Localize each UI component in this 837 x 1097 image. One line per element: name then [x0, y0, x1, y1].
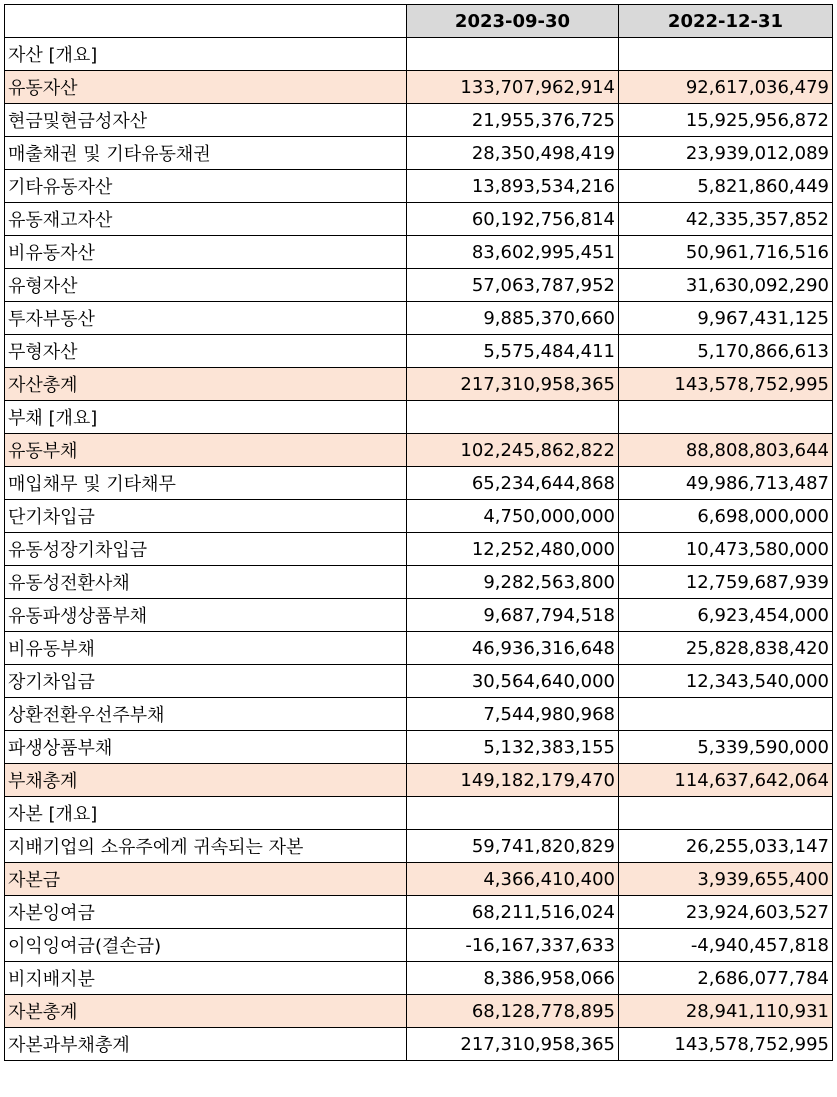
table-row	[5, 236, 833, 269]
table-row	[5, 830, 833, 863]
value-2022-12-31: 5,339,590,000	[619, 731, 833, 764]
value-2023-09-30: 30,564,640,000	[407, 665, 619, 698]
value-2023-09-30: 217,310,958,365	[407, 1028, 619, 1061]
row-label: 유동파생상품부채	[5, 599, 407, 632]
value-2023-09-30: 57,063,787,952	[407, 269, 619, 302]
value-2023-09-30: 5,132,383,155	[407, 731, 619, 764]
value-2023-09-30: 217,310,958,365	[407, 368, 619, 401]
row-label: 유동부채	[5, 434, 407, 467]
table-row	[5, 71, 833, 104]
table-row	[5, 335, 833, 368]
row-label: 자본과부채총계	[5, 1028, 407, 1061]
value-2022-12-31: 12,759,687,939	[619, 566, 833, 599]
header-row	[5, 5, 833, 38]
column-header-period-2: 2022-12-31	[619, 5, 833, 38]
row-label: 단기차입금	[5, 500, 407, 533]
value-2023-09-30: 4,366,410,400	[407, 863, 619, 896]
table-row	[5, 1028, 833, 1061]
row-label: 유동성전환사채	[5, 566, 407, 599]
row-label: 자본 [개요]	[5, 797, 407, 830]
row-label: 자본금	[5, 863, 407, 896]
value-2023-09-30	[407, 38, 619, 71]
table-row	[5, 434, 833, 467]
row-label: 부채 [개요]	[5, 401, 407, 434]
table-row	[5, 104, 833, 137]
table-row	[5, 533, 833, 566]
value-2022-12-31: 92,617,036,479	[619, 71, 833, 104]
row-label: 자산총계	[5, 368, 407, 401]
table-row	[5, 467, 833, 500]
table-row	[5, 302, 833, 335]
row-label: 지배기업의 소유주에게 귀속되는 자본	[5, 830, 407, 863]
row-label: 부채총계	[5, 764, 407, 797]
row-label: 자본잉여금	[5, 896, 407, 929]
value-2023-09-30: 21,955,376,725	[407, 104, 619, 137]
value-2022-12-31: 6,698,000,000	[619, 500, 833, 533]
table-row	[5, 203, 833, 236]
table-row	[5, 500, 833, 533]
value-2023-09-30	[407, 797, 619, 830]
table-row	[5, 995, 833, 1028]
row-label: 자본총계	[5, 995, 407, 1028]
value-2022-12-31: 6,923,454,000	[619, 599, 833, 632]
value-2023-09-30: 68,211,516,024	[407, 896, 619, 929]
value-2023-09-30: 83,602,995,451	[407, 236, 619, 269]
value-2022-12-31	[619, 797, 833, 830]
value-2022-12-31: 28,941,110,931	[619, 995, 833, 1028]
row-label: 현금및현금성자산	[5, 104, 407, 137]
value-2023-09-30: 68,128,778,895	[407, 995, 619, 1028]
value-2022-12-31: 49,986,713,487	[619, 467, 833, 500]
value-2022-12-31	[619, 401, 833, 434]
row-label: 유동자산	[5, 71, 407, 104]
value-2023-09-30: 5,575,484,411	[407, 335, 619, 368]
table-row	[5, 698, 833, 731]
value-2023-09-30: 102,245,862,822	[407, 434, 619, 467]
table-row	[5, 731, 833, 764]
value-2022-12-31: 3,939,655,400	[619, 863, 833, 896]
row-label: 장기차입금	[5, 665, 407, 698]
value-2023-09-30: 13,893,534,216	[407, 170, 619, 203]
header-blank-cell	[5, 5, 407, 38]
value-2022-12-31: 2,686,077,784	[619, 962, 833, 995]
value-2022-12-31: 114,637,642,064	[619, 764, 833, 797]
row-label: 매입채무 및 기타채무	[5, 467, 407, 500]
table-row	[5, 566, 833, 599]
table-row	[5, 269, 833, 302]
value-2022-12-31: 88,808,803,644	[619, 434, 833, 467]
table-row	[5, 896, 833, 929]
value-2023-09-30: 133,707,962,914	[407, 71, 619, 104]
value-2022-12-31: 26,255,033,147	[619, 830, 833, 863]
value-2023-09-30: 7,544,980,968	[407, 698, 619, 731]
table-row	[5, 599, 833, 632]
value-2022-12-31: 50,961,716,516	[619, 236, 833, 269]
value-2023-09-30: 60,192,756,814	[407, 203, 619, 236]
value-2022-12-31: 10,473,580,000	[619, 533, 833, 566]
value-2022-12-31: 5,170,866,613	[619, 335, 833, 368]
table-row	[5, 665, 833, 698]
table-row	[5, 764, 833, 797]
value-2022-12-31: 5,821,860,449	[619, 170, 833, 203]
table-row	[5, 632, 833, 665]
row-label: 상환전환우선주부채	[5, 698, 407, 731]
row-label: 비유동자산	[5, 236, 407, 269]
row-label: 무형자산	[5, 335, 407, 368]
row-label: 이익잉여금(결손금)	[5, 929, 407, 962]
table-row	[5, 170, 833, 203]
table-row	[5, 962, 833, 995]
value-2023-09-30: -16,167,337,633	[407, 929, 619, 962]
value-2022-12-31: 143,578,752,995	[619, 1028, 833, 1061]
value-2022-12-31: 42,335,357,852	[619, 203, 833, 236]
table-row	[5, 929, 833, 962]
value-2023-09-30: 12,252,480,000	[407, 533, 619, 566]
table-body	[5, 38, 833, 1061]
value-2022-12-31: 31,630,092,290	[619, 269, 833, 302]
value-2022-12-31	[619, 38, 833, 71]
value-2022-12-31: 12,343,540,000	[619, 665, 833, 698]
table-row	[5, 797, 833, 830]
table-row	[5, 137, 833, 170]
value-2023-09-30: 4,750,000,000	[407, 500, 619, 533]
value-2023-09-30: 65,234,644,868	[407, 467, 619, 500]
row-label: 기타유동자산	[5, 170, 407, 203]
value-2022-12-31: 25,828,838,420	[619, 632, 833, 665]
table-row	[5, 368, 833, 401]
value-2023-09-30: 149,182,179,470	[407, 764, 619, 797]
value-2023-09-30: 9,282,563,800	[407, 566, 619, 599]
row-label: 유동재고자산	[5, 203, 407, 236]
row-label: 유형자산	[5, 269, 407, 302]
value-2022-12-31: 23,939,012,089	[619, 137, 833, 170]
value-2022-12-31	[619, 698, 833, 731]
row-label: 유동성장기차입금	[5, 533, 407, 566]
value-2023-09-30: 28,350,498,419	[407, 137, 619, 170]
table-row	[5, 401, 833, 434]
row-label: 자산 [개요]	[5, 38, 407, 71]
value-2022-12-31: -4,940,457,818	[619, 929, 833, 962]
table-row	[5, 863, 833, 896]
table-row	[5, 38, 833, 71]
row-label: 투자부동산	[5, 302, 407, 335]
value-2023-09-30: 9,885,370,660	[407, 302, 619, 335]
value-2022-12-31: 23,924,603,527	[619, 896, 833, 929]
value-2023-09-30: 8,386,958,066	[407, 962, 619, 995]
balance-sheet-table	[4, 4, 833, 1061]
value-2023-09-30: 9,687,794,518	[407, 599, 619, 632]
row-label: 매출채권 및 기타유동채권	[5, 137, 407, 170]
row-label: 파생상품부채	[5, 731, 407, 764]
row-label: 비지배지분	[5, 962, 407, 995]
value-2022-12-31: 9,967,431,125	[619, 302, 833, 335]
row-label: 비유동부채	[5, 632, 407, 665]
column-header-period-1: 2023-09-30	[407, 5, 619, 38]
value-2023-09-30	[407, 401, 619, 434]
value-2022-12-31: 15,925,956,872	[619, 104, 833, 137]
value-2022-12-31: 143,578,752,995	[619, 368, 833, 401]
value-2023-09-30: 59,741,820,829	[407, 830, 619, 863]
value-2023-09-30: 46,936,316,648	[407, 632, 619, 665]
